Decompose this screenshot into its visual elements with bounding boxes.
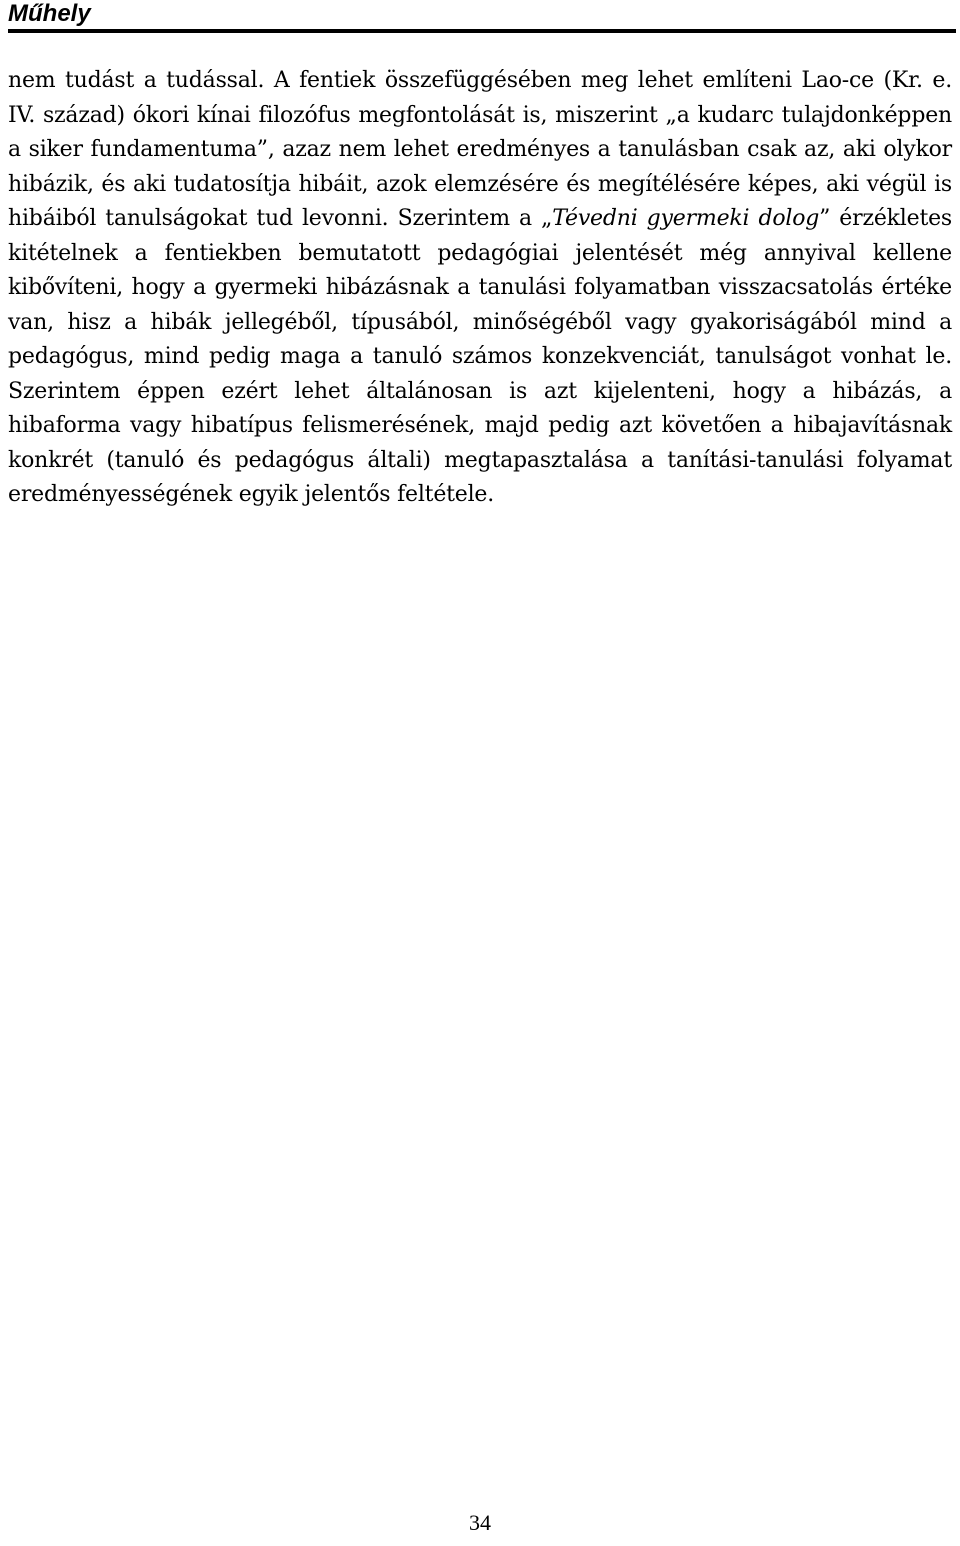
paragraph-text-part-2: ” érzékletes kitételnek a fentiekben bemutatott pedagógiai jelentését még annyival kellene kibővíteni, hogy a gyermeki hibázásnak a tanulási folyamatban visszacsatolás értéke van, hisz a hibák jellegéből, típusából, minőségéből vagy gyakoriságából mind a pedagógus, mind pedig maga a tanuló számos konzekvenciát, tanulságot vonhat le. Szerintem éppen ezért lehet általánosan is azt kijelenteni, hogy a hibázás, a hibaforma vagy hibatípus felismerésének, majd pedig azt követően a hibajavításnak konkrét (tanuló és pedagógus általi) megtapasztalása a tanítási-tanulási folyamat eredményességének egyik jelentős feltétele. [8, 206, 952, 507]
section-title: Műhely [8, 0, 91, 27]
italic-phrase: Tévedni gyermeki dolog [552, 206, 820, 231]
page-header [8, 0, 956, 32]
header-divider [8, 29, 956, 33]
page-number: 34 [469, 1510, 491, 1535]
paragraph-text-part-1: nem tudást a tudással. A fentiek összefüggésében meg lehet említeni Lao-ce (Kr. e. IV. század) ókori kínai filozófus megfontolását is, miszerint „a kudarc tulajdonképpen a siker fundamentuma”, azaz nem lehet eredményes a tanulásban csak az, aki olykor hibázik, és aki tudatosítja hibáit, azok elemzésére és megítélésére képes, aki végül is hibáiból tanulságokat tud levonni. Szerintem a „ [8, 68, 952, 231]
body-paragraph [8, 64, 952, 513]
